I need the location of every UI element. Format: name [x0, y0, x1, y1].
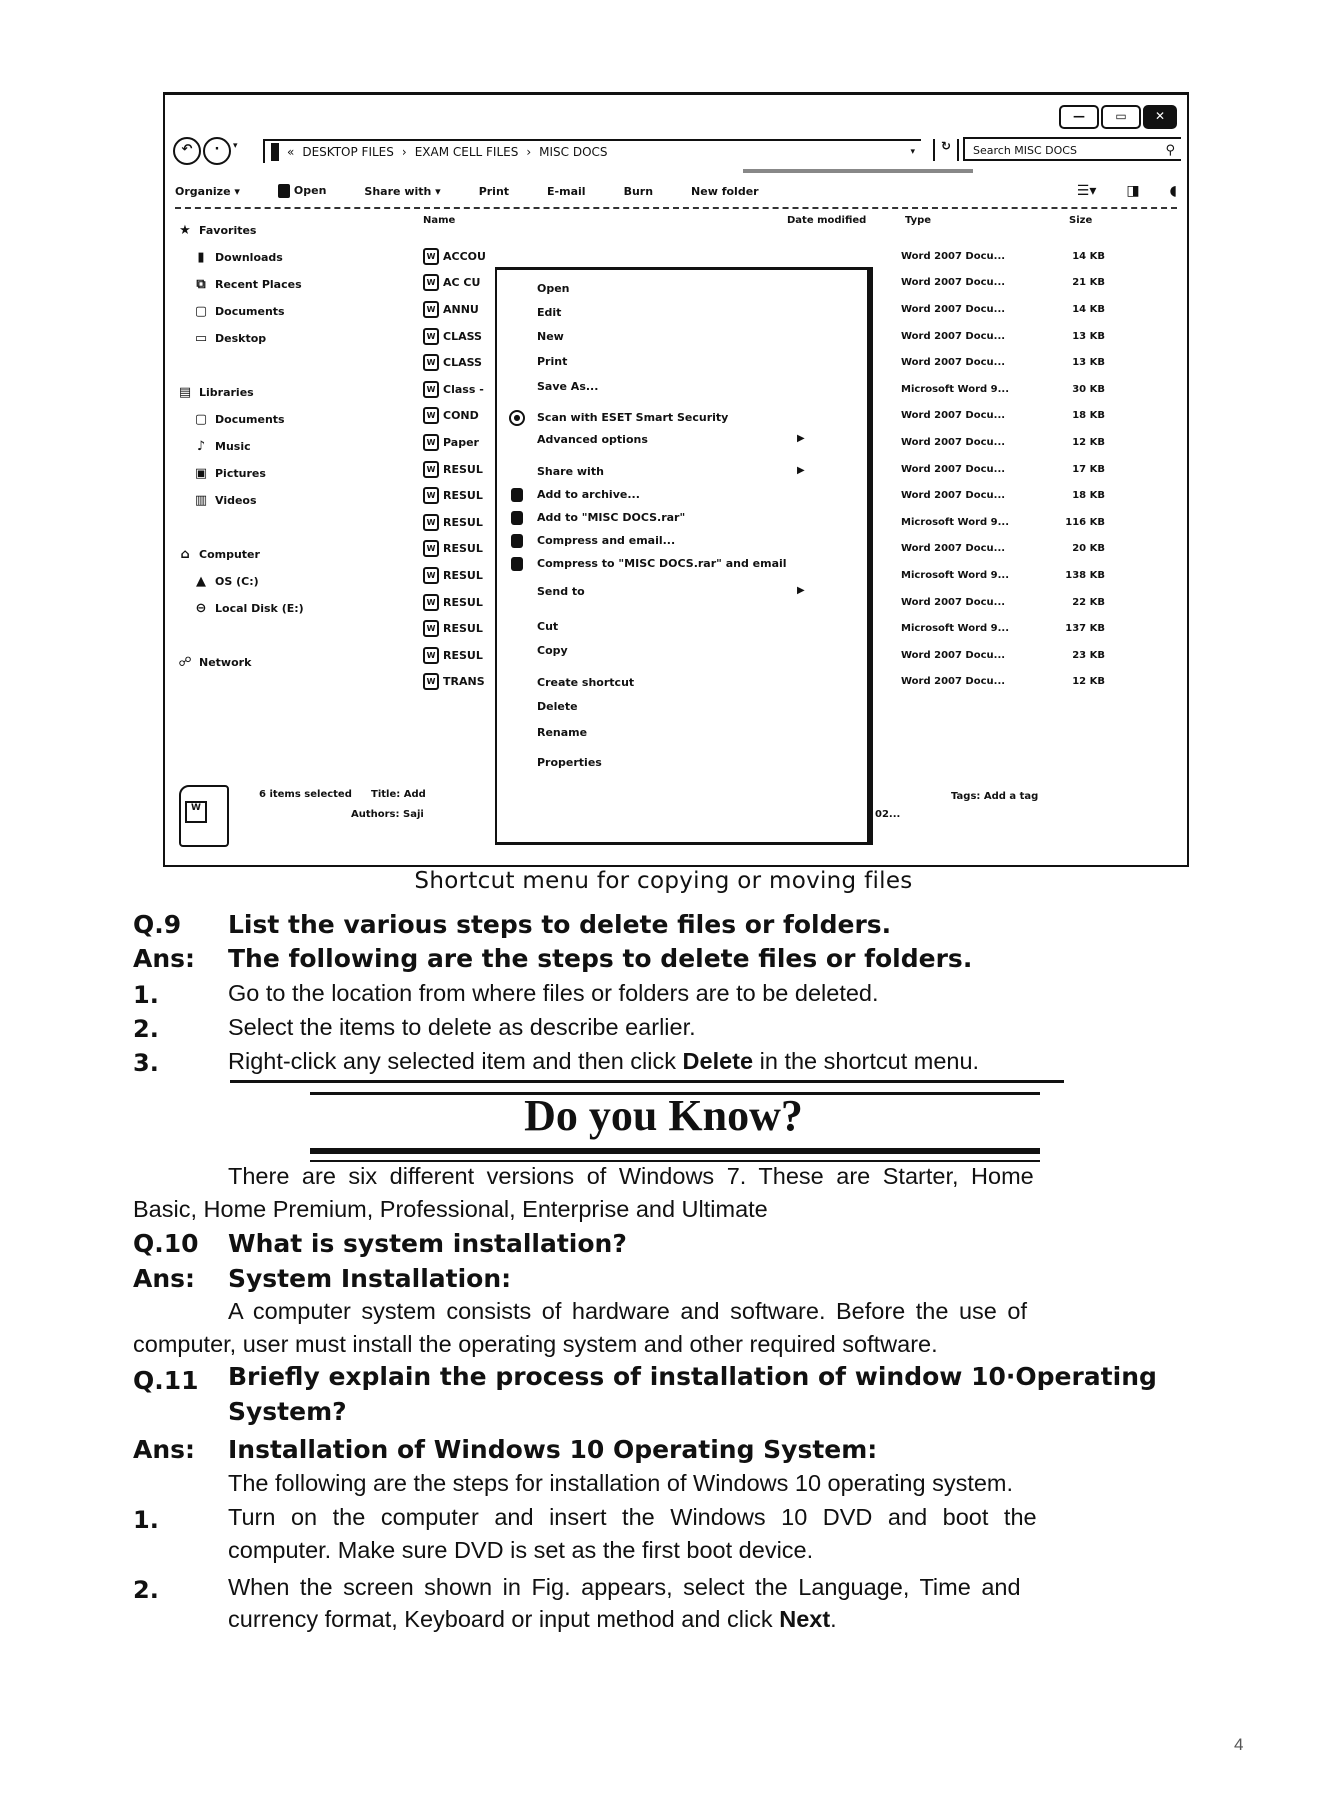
- submenu-arrow-icon: ▶: [797, 465, 805, 476]
- search-input[interactable]: [963, 137, 1181, 161]
- help-icon[interactable]: ◖: [1169, 183, 1177, 199]
- file-row[interactable]: [423, 270, 503, 297]
- context-menu-item[interactable]: [537, 380, 598, 393]
- q11-ans-label: Ans:: [133, 1435, 196, 1464]
- step-number: 2.: [133, 1576, 159, 1604]
- file-type: Word 2007 Docu...: [901, 330, 1006, 342]
- selection-count: 6 items selected: [259, 789, 352, 800]
- recent-pages-dropdown-icon[interactable]: ▾: [233, 141, 238, 151]
- q11-answer: Installation of Windows 10 Operating System:: [228, 1435, 878, 1464]
- file-size: 30 KB: [1072, 383, 1105, 395]
- file-row[interactable]: [423, 243, 503, 270]
- file-type: Microsoft Word 9...: [901, 623, 1010, 635]
- step-text: When the screen shown in Fig. appears, select the Language, Time and: [228, 1574, 1021, 1600]
- file-name: RESUL: [443, 542, 483, 556]
- word-document-icon: W: [423, 407, 439, 424]
- nav-item[interactable]: [177, 379, 397, 406]
- word-document-icon: W: [423, 328, 439, 345]
- nav-item-icon: ⧉: [196, 277, 206, 292]
- preview-pane-icon[interactable]: ◨: [1126, 183, 1140, 199]
- file-name: CLASS: [443, 329, 482, 343]
- nav-item-label: Downloads: [215, 251, 283, 264]
- file-row[interactable]: [423, 509, 503, 536]
- context-menu-item[interactable]: [537, 534, 675, 547]
- context-menu-item[interactable]: [537, 644, 568, 657]
- step-text: [228, 1606, 837, 1633]
- nav-spacer: [177, 514, 397, 541]
- word-document-icon: W: [423, 487, 439, 504]
- nav-spacer: [177, 622, 397, 649]
- nav-item-label: Documents: [215, 413, 285, 426]
- file-name: AC CU: [443, 276, 481, 290]
- file-row[interactable]: [423, 376, 503, 403]
- context-menu-item[interactable]: [513, 411, 729, 424]
- file-size: 138 KB: [1065, 569, 1105, 581]
- file-row[interactable]: [423, 456, 503, 483]
- context-menu-item[interactable]: [537, 557, 787, 570]
- context-menu-item-label: Scan with ESET Smart Security: [537, 411, 729, 424]
- context-menu-item-label: Compress to "MISC DOCS.rar" and email: [537, 557, 787, 570]
- file-row[interactable]: [423, 296, 503, 323]
- context-menu-item[interactable]: [537, 585, 585, 598]
- file-name: Class -: [443, 382, 484, 396]
- nav-item[interactable]: [177, 487, 397, 514]
- q10-paragraph-line: A computer system consists of hardware and software. Before the use of: [228, 1298, 1027, 1324]
- q11-question: Briefly explain the process of installation of window 10·Operating: [228, 1362, 1157, 1391]
- file-type: Word 2007 Docu...: [901, 543, 1006, 555]
- step-text-part: .: [830, 1606, 837, 1632]
- word-document-icon: W: [423, 461, 439, 478]
- word-icon: [278, 184, 290, 198]
- word-document-icon: W: [423, 567, 439, 584]
- forward-button[interactable]: ·: [203, 137, 231, 165]
- context-menu-item-label: New: [537, 330, 564, 343]
- file-row[interactable]: [423, 536, 503, 563]
- file-type: Word 2007 Docu...: [901, 410, 1006, 422]
- file-name: ACCOU: [443, 249, 486, 263]
- eset-icon: ●: [509, 410, 525, 426]
- nav-item-label: Pictures: [215, 467, 266, 480]
- column-header-type[interactable]: Type: [905, 215, 932, 226]
- context-menu-item-label: Advanced options: [537, 433, 648, 446]
- file-size: 13 KB: [1072, 330, 1105, 342]
- file-type-column: [901, 243, 1021, 695]
- context-menu-item[interactable]: [537, 620, 558, 633]
- nav-item-icon: ⊖: [195, 601, 207, 616]
- file-size: 22 KB: [1072, 596, 1105, 608]
- step-number: 1.: [133, 981, 159, 1009]
- step-text: Select the items to delete as describe earlier.: [228, 1014, 696, 1040]
- file-size: 23 KB: [1072, 649, 1105, 661]
- nav-item-label: Favorites: [199, 224, 257, 237]
- word-document-icon: W: [423, 673, 439, 690]
- file-name: RESUL: [443, 622, 483, 636]
- open-button[interactable]: [278, 184, 327, 198]
- context-menu-item-label: Delete: [537, 700, 578, 713]
- word-document-icon: W: [423, 248, 439, 265]
- step-number: 2.: [133, 1015, 159, 1043]
- q10-answer: System Installation:: [228, 1264, 512, 1293]
- dyk-text-line: There are six different versions of Windows 7. These are Starter, Home: [228, 1163, 1034, 1189]
- nav-item-label: Libraries: [199, 386, 254, 399]
- nav-item[interactable]: [177, 433, 397, 460]
- nav-item-icon: ♪: [196, 439, 206, 454]
- back-button[interactable]: ↶: [173, 137, 201, 165]
- new-folder-button[interactable]: New folder: [691, 184, 759, 198]
- file-row[interactable]: [423, 589, 503, 616]
- file-name: RESUL: [443, 515, 483, 529]
- file-size: 14 KB: [1072, 250, 1105, 262]
- file-row[interactable]: [423, 429, 503, 456]
- context-menu-item-label: Cut: [537, 620, 559, 633]
- refresh-icon[interactable]: ↻: [933, 139, 959, 161]
- minimize-button[interactable]: —: [1059, 105, 1099, 129]
- context-menu-item[interactable]: [537, 465, 604, 478]
- file-type: Word 2007 Docu...: [901, 303, 1006, 315]
- step-text: [228, 1048, 979, 1075]
- context-menu-item-label: Share with: [537, 465, 604, 478]
- file-size: 17 KB: [1072, 463, 1105, 475]
- file-name: RESUL: [443, 568, 483, 582]
- word-document-icon: W: [423, 647, 439, 664]
- submenu-arrow-icon: ▶: [797, 585, 805, 596]
- tags-field[interactable]: Tags: Add a tag: [951, 791, 1039, 802]
- context-menu-item-label: Compress and email...: [537, 534, 676, 547]
- word-document-icon: W: [423, 434, 439, 451]
- q9-ans-label: Ans:: [133, 944, 196, 973]
- address-dropdown-icon[interactable]: ▾: [910, 147, 915, 157]
- divider-rule: [230, 1080, 1064, 1083]
- q10-label: Q.10: [133, 1229, 199, 1258]
- winrar-icon: [511, 511, 523, 525]
- delete-keyword: Delete: [682, 1048, 754, 1074]
- file-size: 137 KB: [1065, 623, 1105, 635]
- context-menu-item-label: Open: [537, 282, 570, 295]
- do-you-know-heading: Do you Know?: [524, 1091, 803, 1140]
- q11-label: Q.11: [133, 1366, 199, 1395]
- context-menu-item-label: Properties: [537, 756, 602, 769]
- file-name: TRANS: [443, 675, 485, 689]
- breadcrumb-item[interactable]: DESKTOP FILES: [302, 145, 394, 159]
- nav-item-icon: ▢: [194, 412, 208, 427]
- file-size: 12 KB: [1072, 676, 1105, 688]
- title-field[interactable]: Title: Add: [371, 789, 426, 800]
- file-size: 20 KB: [1072, 543, 1105, 555]
- file-type: Microsoft Word 9...: [901, 569, 1010, 581]
- context-menu-item-label: Print: [537, 355, 568, 368]
- file-type: Word 2007 Docu...: [901, 436, 1006, 448]
- file-type: Word 2007 Docu...: [901, 277, 1006, 289]
- command-bar: [175, 179, 1177, 203]
- context-menu-item[interactable]: [537, 433, 648, 446]
- submenu-arrow-icon: ▶: [797, 433, 805, 444]
- nav-item-icon: ▭: [194, 331, 208, 346]
- breadcrumb-separator-icon: ›: [401, 145, 407, 159]
- word-document-icon: W: [423, 540, 439, 557]
- context-menu: [495, 267, 873, 845]
- file-size: 21 KB: [1072, 277, 1105, 289]
- file-name: RESUL: [443, 462, 483, 476]
- q9-answer: The following are the steps to delete files or folders.: [228, 944, 973, 973]
- file-type: Word 2007 Docu...: [901, 463, 1006, 475]
- context-menu-item-label: Rename: [537, 726, 588, 739]
- q10-question: What is system installation?: [228, 1229, 627, 1258]
- address-bar[interactable]: [263, 139, 921, 163]
- details-pane: [175, 775, 1177, 855]
- nav-item[interactable]: [177, 595, 397, 622]
- q11-intro: The following are the steps for installation of Windows 10 operating system.: [228, 1470, 1014, 1496]
- context-menu-item[interactable]: [537, 756, 602, 769]
- nav-item-icon: ▥: [194, 493, 208, 508]
- context-menu-item-label: Save As...: [537, 380, 599, 393]
- word-document-icon: W: [423, 381, 439, 398]
- word-document-icon: W: [423, 301, 439, 318]
- nav-item-label: Documents: [215, 305, 285, 318]
- step-text-part: in the shortcut menu.: [753, 1048, 980, 1074]
- context-menu-item[interactable]: [537, 488, 640, 501]
- burn-button[interactable]: Burn: [623, 184, 654, 198]
- file-type: Microsoft Word 9...: [901, 516, 1010, 528]
- context-menu-item[interactable]: [537, 355, 567, 368]
- file-name: Paper: [443, 435, 479, 449]
- divider-rule: [310, 1160, 1040, 1162]
- context-menu-item[interactable]: [537, 306, 561, 319]
- file-type: Word 2007 Docu...: [901, 357, 1006, 369]
- nav-item-icon: ★: [179, 223, 191, 238]
- nav-item-label: Music: [215, 440, 251, 453]
- authors-field[interactable]: Authors: Saji: [351, 809, 424, 820]
- context-menu-item[interactable]: [537, 511, 685, 524]
- explorer-window-figure: [163, 92, 1189, 867]
- nav-item-icon: ▮: [197, 250, 205, 265]
- date-field: 02...: [875, 809, 901, 820]
- file-type: Word 2007 Docu...: [901, 596, 1006, 608]
- step-text-part: currency format, Keyboard or input method and click: [228, 1606, 780, 1632]
- nav-item-label: Videos: [215, 494, 257, 507]
- file-size: 12 KB: [1072, 436, 1105, 448]
- context-menu-item-label: Copy: [537, 644, 568, 657]
- file-type: Word 2007 Docu...: [901, 250, 1006, 262]
- page-number: 4: [1234, 1735, 1244, 1754]
- nav-item[interactable]: [177, 217, 397, 244]
- view-options-icon[interactable]: ☰▾: [1076, 183, 1097, 199]
- search-placeholder: Search MISC DOCS: [973, 144, 1077, 157]
- word-document-icon: W: [423, 274, 439, 291]
- email-button[interactable]: E-mail: [547, 184, 586, 198]
- file-row[interactable]: [423, 669, 503, 696]
- window-controls: [1059, 105, 1177, 129]
- nav-item-icon: ☍: [178, 655, 192, 670]
- column-header-size[interactable]: Size: [1069, 215, 1093, 226]
- q10-paragraph-line: computer, user must install the operating system and other required software.: [133, 1331, 938, 1357]
- context-menu-item-label: Edit: [537, 306, 562, 319]
- q11-question-cont: System?: [228, 1397, 347, 1426]
- document-thumbnail-icon: W: [179, 785, 229, 847]
- word-document-icon: W: [423, 514, 439, 531]
- open-label: Open: [293, 184, 327, 197]
- breadcrumb-item[interactable]: EXAM CELL FILES: [414, 145, 519, 159]
- nav-item-icon: ▲: [196, 574, 206, 589]
- step-text: Go to the location from where files or folders are to be deleted.: [228, 980, 879, 1006]
- context-menu-item-label: Create shortcut: [537, 676, 635, 689]
- word-document-icon: W: [423, 620, 439, 637]
- step-text: computer. Make sure DVD is set as the first boot device.: [228, 1537, 814, 1563]
- navigation-pane: [177, 217, 397, 676]
- file-size: 13 KB: [1072, 357, 1105, 369]
- file-name: CLASS: [443, 356, 482, 370]
- context-menu-item-label: Add to archive...: [537, 488, 640, 501]
- share-with-button[interactable]: Share with ▾: [364, 184, 441, 198]
- file-size-column: [1045, 243, 1105, 695]
- word-document-icon: W: [423, 594, 439, 611]
- column-header-name[interactable]: Name: [423, 215, 456, 226]
- file-name: RESUL: [443, 595, 483, 609]
- file-type: Microsoft Word 9...: [901, 383, 1010, 395]
- figure-caption: Shortcut menu for copying or moving files: [414, 868, 913, 894]
- print-button[interactable]: Print: [478, 184, 510, 198]
- nav-item-icon: ▣: [194, 466, 208, 481]
- breadcrumb-item[interactable]: MISC DOCS: [539, 145, 608, 159]
- word-document-icon: W: [423, 354, 439, 371]
- context-menu-item-label: Add to "MISC DOCS.rar": [537, 511, 686, 524]
- organize-button[interactable]: Organize ▾: [175, 184, 240, 198]
- file-name-column: [423, 243, 503, 695]
- file-type: Word 2007 Docu...: [901, 490, 1006, 502]
- search-icon: ⚲: [1165, 143, 1175, 158]
- nav-spacer: [177, 352, 397, 379]
- file-row[interactable]: [423, 482, 503, 509]
- nav-item-icon: ▢: [194, 304, 208, 319]
- file-size: 116 KB: [1065, 516, 1105, 528]
- maximize-button[interactable]: ▭: [1101, 105, 1141, 129]
- step-number: 3.: [133, 1049, 159, 1077]
- nav-item[interactable]: [177, 325, 397, 352]
- q10-ans-label: Ans:: [133, 1264, 196, 1293]
- q9-label: Q.9: [133, 910, 182, 939]
- file-row[interactable]: [423, 323, 503, 350]
- close-button[interactable]: ✕: [1143, 105, 1177, 129]
- nav-item[interactable]: [177, 541, 397, 568]
- q9-question: List the various steps to delete files or folders.: [228, 910, 892, 939]
- context-menu-item[interactable]: [537, 676, 634, 689]
- toolbar-divider: [175, 207, 1177, 209]
- nav-item[interactable]: [177, 271, 397, 298]
- winrar-icon: [511, 488, 523, 502]
- file-type: Word 2007 Docu...: [901, 649, 1006, 661]
- file-type: Word 2007 Docu...: [901, 676, 1006, 688]
- nav-item-label: Recent Places: [215, 278, 302, 291]
- file-name: COND: [443, 409, 479, 423]
- nav-item-label: Local Disk (E:): [215, 602, 304, 615]
- file-row[interactable]: [423, 403, 503, 430]
- nav-item-icon: ⌂: [180, 547, 190, 562]
- search-underline: [743, 169, 973, 173]
- step-number: 1.: [133, 1506, 159, 1534]
- nav-item-label: Desktop: [215, 332, 267, 345]
- context-menu-item[interactable]: [537, 700, 578, 713]
- winrar-icon: [511, 534, 523, 548]
- file-size: 18 KB: [1072, 490, 1105, 502]
- breadcrumb-overflow[interactable]: «: [287, 145, 295, 159]
- context-menu-item[interactable]: [537, 726, 587, 739]
- context-menu-item-label: Send to: [537, 585, 585, 598]
- file-row[interactable]: [423, 562, 503, 589]
- nav-item[interactable]: [177, 298, 397, 325]
- winrar-icon: [511, 557, 523, 571]
- address-row: [173, 137, 1179, 165]
- folder-icon: [271, 143, 279, 161]
- file-size: 14 KB: [1072, 303, 1105, 315]
- file-row[interactable]: [423, 349, 503, 376]
- file-name: RESUL: [443, 489, 483, 503]
- nav-item-label: OS (C:): [215, 575, 259, 588]
- file-row[interactable]: [423, 642, 503, 669]
- nav-item-label: Computer: [199, 548, 260, 561]
- file-name: RESUL: [443, 648, 483, 662]
- nav-item[interactable]: [177, 649, 397, 676]
- dyk-text-line: Basic, Home Premium, Professional, Enterprise and Ultimate: [133, 1196, 768, 1222]
- nav-item[interactable]: [177, 460, 397, 487]
- column-header-date[interactable]: Date modified: [787, 215, 867, 226]
- divider-rule: [310, 1148, 1040, 1154]
- breadcrumb-separator-icon: ›: [526, 145, 532, 159]
- context-menu-item[interactable]: [537, 330, 564, 343]
- nav-item-icon: ▤: [178, 385, 192, 400]
- nav-item-label: Network: [199, 656, 252, 669]
- file-name: ANNU: [443, 302, 479, 316]
- file-row[interactable]: [423, 615, 503, 642]
- step-text: Turn on the computer and insert the Windows 10 DVD and boot the: [228, 1504, 1037, 1530]
- nav-item[interactable]: [177, 244, 397, 271]
- context-menu-item[interactable]: [537, 282, 570, 295]
- next-keyword: Next: [779, 1606, 831, 1632]
- nav-item[interactable]: [177, 406, 397, 433]
- file-size: 18 KB: [1072, 410, 1105, 422]
- nav-item[interactable]: [177, 568, 397, 595]
- step-text-part: Right-click any selected item and then click: [228, 1048, 683, 1074]
